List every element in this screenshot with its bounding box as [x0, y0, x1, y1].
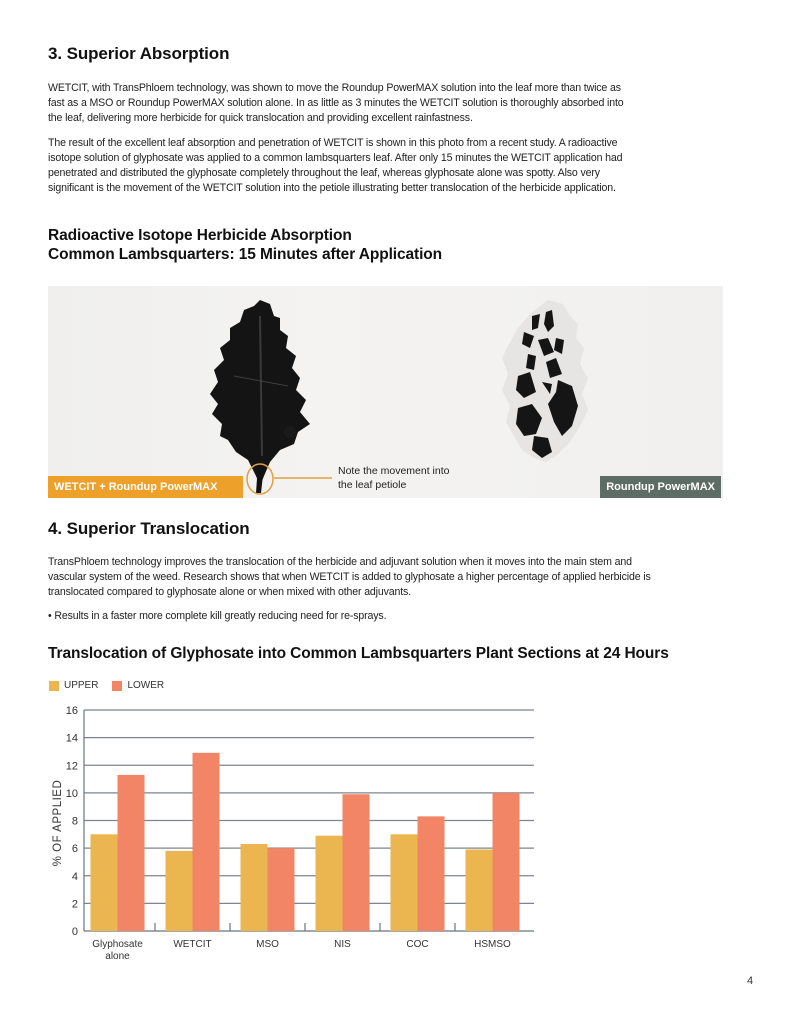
bar-lower-wetcit	[193, 753, 220, 931]
y-tick-12: 12	[65, 760, 78, 773]
bar-upper-hsmso	[466, 850, 493, 931]
photo-title-line-1: Radioactive Isotope Herbicide Absorption	[48, 227, 352, 244]
legend-label-upper: UPPER	[64, 680, 99, 691]
section-4-heading: 4. Superior Translocation	[48, 519, 250, 538]
section-4-bullet: • Results in a faster more complete kill greatly reducing need for re-sprays.	[48, 610, 387, 622]
text-line: translocated compared to glyphosate alone or when mixed with other adjuvants.	[48, 586, 411, 598]
y-tick-labels	[66, 705, 78, 938]
bar-lower-nis	[343, 794, 370, 931]
y-axis-label: % OF APPLIED	[52, 779, 64, 867]
x-tick-label: WETCIT	[173, 939, 212, 950]
y-tick-8: 8	[71, 815, 78, 828]
y-tick-0: 0	[71, 926, 78, 938]
text-line: the leaf, delivering more herbicide for quick translocation and providing excellent rainfastness.	[48, 112, 473, 124]
y-tick-6: 6	[71, 843, 78, 856]
text-line: significant is the movement of the WETCIT solution into the petiole illustrating better translocation of the herbicide application.	[48, 182, 616, 194]
section-3-heading: 3. Superior Absorption	[48, 44, 230, 63]
wetcit-roundup-badge: WETCIT + Roundup PowerMAX	[48, 476, 243, 498]
text-line: WETCIT, with TransPhloem technology, was shown to move the Roundup PowerMAX solution into the leaf more than twice as	[48, 82, 621, 94]
bar-lower-hsmso	[493, 793, 520, 931]
bar-lower-coc	[418, 816, 445, 931]
y-tick-16: 16	[65, 705, 78, 717]
page-number: 4	[747, 975, 754, 987]
bar-upper-glyphosate-alone	[91, 834, 118, 931]
bar-upper-coc	[391, 834, 418, 931]
x-tick-label: COC	[406, 939, 429, 950]
x-tick-labels	[92, 939, 511, 962]
text-line: TransPhloem technology improves the translocation of the herbicide and adjuvant solution when it moves into the main stem and	[48, 556, 632, 568]
bar-upper-wetcit	[166, 851, 193, 931]
text-line: The result of the excellent leaf absorption and penetration of WETCIT is shown in this photo from a recent study. A radioactive	[48, 137, 618, 149]
text-line: isotope solution of glyphosate was applied to a common lambsquarters leaf. After only 15 minutes the WETCIT application had	[48, 152, 623, 164]
bar-lower-mso	[268, 848, 295, 931]
note-line-1: Note the movement into	[338, 465, 450, 477]
x-tick-label: Glyphosate	[92, 939, 143, 950]
bar-upper-nis	[316, 836, 343, 931]
bar-upper-mso	[241, 844, 268, 931]
x-tick-label: MSO	[256, 939, 279, 950]
roundup-badge: Roundup PowerMAX	[600, 476, 721, 498]
y-tick-10: 10	[65, 787, 78, 800]
chart-bars	[91, 753, 520, 931]
legend-label-lower: LOWER	[127, 680, 165, 691]
x-tick-label: alone	[105, 951, 130, 962]
y-tick-14: 14	[65, 732, 78, 745]
bar-lower-glyphosate-alone	[118, 775, 145, 931]
x-tick-label: NIS	[334, 939, 351, 950]
photo-title-line-2: Common Lambsquarters: 15 Minutes after Application	[48, 246, 443, 263]
text-line: penetrated and distributed the glyphosate completely throughout the leaf, whereas glyphosate alone was spotty. Also very	[48, 167, 600, 179]
y-tick-4: 4	[71, 870, 78, 883]
chart-title: Translocation of Glyphosate into Common Lambsquarters Plant Sections at 24 Hours	[48, 645, 669, 662]
note-line-2: the leaf petiole	[338, 479, 407, 491]
text-line: vascular system of the weed. Research shows that when WETCIT is added to glyphosate a higher percentage of applied herbicide is	[48, 571, 651, 583]
x-tick-label: HSMSO	[474, 939, 511, 950]
text-line: fast as a MSO or Roundup PowerMAX solution alone. In as little as 3 minutes the WETCIT solution is thoroughly absorbed into	[48, 97, 624, 109]
y-tick-2: 2	[71, 898, 78, 911]
